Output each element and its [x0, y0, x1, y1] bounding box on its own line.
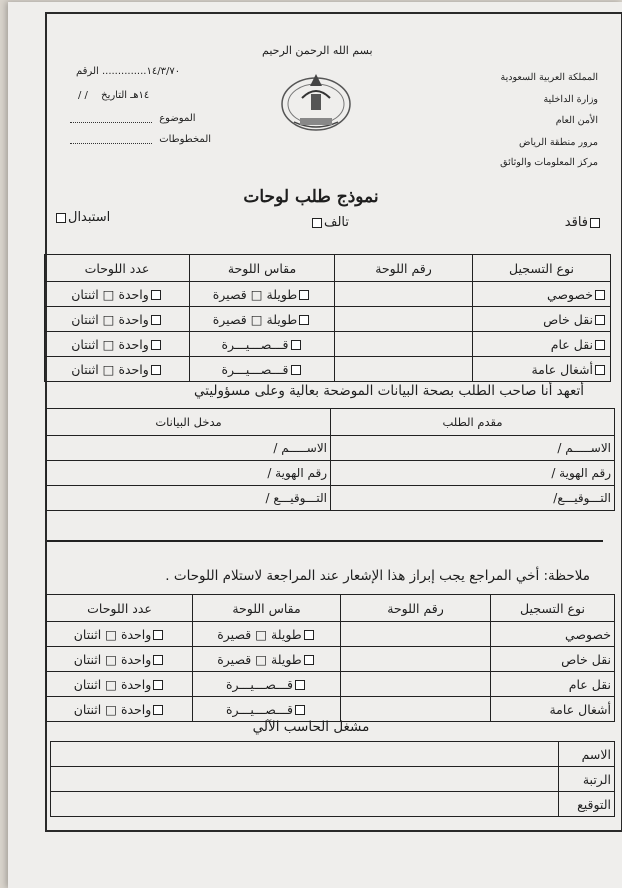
plate-number-cell[interactable]	[341, 672, 491, 697]
cell-label: واحدة □ اثنتان	[71, 286, 149, 302]
applicant-signature-field[interactable]: التـــوقيـــع/	[331, 486, 615, 511]
option-cell[interactable]	[45, 332, 190, 357]
option-cell[interactable]	[190, 307, 335, 332]
option-cell[interactable]	[193, 622, 341, 647]
gov-line-2: وزارة الداخلية	[543, 94, 598, 105]
table-row	[51, 792, 615, 817]
checkbox[interactable]	[153, 655, 163, 665]
registration-type-cell: نقل خاص	[491, 647, 615, 672]
operator-table	[50, 741, 615, 817]
cell-label: واحدة □ اثنتان	[73, 626, 152, 642]
checkbox[interactable]	[595, 340, 605, 350]
registration-type-cell: نقل عام	[491, 672, 615, 697]
table-row	[47, 461, 615, 486]
checkbox[interactable]	[299, 315, 309, 325]
type-lost-option[interactable]	[565, 215, 602, 230]
plate-number-cell[interactable]	[335, 332, 473, 357]
damaged-label: تالف	[324, 215, 349, 230]
gov-line-1: المملكة العربية السعودية	[500, 72, 598, 83]
replace-label: استبدال	[68, 210, 111, 225]
plate-number-cell[interactable]	[341, 697, 491, 722]
option-cell[interactable]	[45, 357, 190, 382]
cell-label: أشغال عامة	[531, 361, 593, 377]
operator-rank-label: الرتبة	[559, 767, 615, 792]
table-row	[45, 332, 611, 357]
basmala: بسم الله الرحمن الرحيم	[262, 44, 373, 57]
cell-label: قـــصـــيـــرة	[221, 336, 289, 352]
operator-title: مشغل الحاسب الآلي	[252, 719, 370, 735]
checkbox[interactable]	[304, 630, 314, 640]
checkbox[interactable]	[291, 365, 301, 375]
subject-dots	[70, 114, 152, 123]
plate-number-cell[interactable]	[341, 647, 491, 672]
checkbox[interactable]	[153, 630, 163, 640]
number-label: الرقم	[76, 66, 99, 77]
header-reg: نوع التسجيل	[473, 255, 611, 282]
cell-label: قـــصـــيـــرة	[221, 361, 289, 377]
applicant-table-header	[47, 409, 615, 436]
registration-type-cell[interactable]	[473, 332, 611, 357]
option-cell[interactable]	[190, 332, 335, 357]
option-cell[interactable]	[193, 647, 341, 672]
cell-label: واحدة □ اثنتان	[73, 676, 152, 692]
applicant-id-field[interactable]: رقم الهوية /	[331, 461, 615, 486]
subject-field	[70, 113, 196, 124]
cell-label: واحدة □ اثنتان	[71, 311, 149, 327]
type-replace-option[interactable]	[54, 210, 110, 225]
option-cell[interactable]	[47, 672, 193, 697]
attachments-label: المخطوطات	[159, 134, 212, 145]
checkbox[interactable]	[153, 680, 163, 690]
damaged-checkbox[interactable]	[312, 218, 322, 228]
cell-label: واحدة □ اثنتان	[71, 361, 149, 377]
cell-label: قـــصـــيـــرة	[226, 676, 293, 692]
type-damaged-option[interactable]	[310, 215, 349, 230]
table-row	[47, 622, 615, 647]
plates-table-2-header	[47, 595, 615, 622]
header-applicant: مقدم الطلب	[331, 409, 615, 436]
option-cell[interactable]	[193, 697, 341, 722]
cell-label: طويلة □ قصيرة	[217, 651, 302, 667]
checkbox[interactable]	[151, 340, 161, 350]
divider-line	[47, 540, 603, 542]
option-cell[interactable]	[47, 622, 193, 647]
cell-label: نقل عام	[550, 336, 593, 352]
table-row	[47, 672, 615, 697]
date-field	[70, 90, 149, 101]
option-cell[interactable]	[45, 282, 190, 307]
option-cell[interactable]	[47, 697, 193, 722]
checkbox[interactable]	[595, 365, 605, 375]
header-data-entry: مدخل البيانات	[47, 409, 331, 436]
entry-signature-field[interactable]: التـــوقيـــع /	[47, 486, 331, 511]
table-row	[51, 767, 615, 792]
cell-label: واحدة □ اثنتان	[73, 701, 152, 717]
gov-line-5: مركز المعلومات والوثائق	[500, 157, 598, 168]
option-cell[interactable]	[47, 647, 193, 672]
header-plate-count: عدد اللوحات	[45, 255, 190, 282]
operator-rank-field[interactable]	[51, 767, 559, 792]
plate-number-cell[interactable]	[335, 307, 473, 332]
header-plate-count-2: عدد اللوحات	[47, 595, 193, 622]
note-text: ملاحظة: أخي المراجع يجب إبراز هذا الإشعار عند المراجعة لاستلام اللوحات .	[165, 568, 590, 584]
header-plate-size-2: مقاس اللوحة	[193, 595, 341, 622]
lost-checkbox[interactable]	[590, 218, 600, 228]
cell-label: واحدة □ اثنتان	[71, 336, 149, 352]
applicant-table	[46, 408, 615, 511]
checkbox[interactable]	[151, 290, 161, 300]
plates-table-header	[45, 255, 611, 282]
pledge-text: أتعهد أنا صاحب الطلب بصحة البيانات الموضحة بعالية وعلى مسؤوليتي	[194, 383, 584, 399]
checkbox[interactable]	[295, 680, 305, 690]
lost-label: فاقد	[564, 215, 588, 230]
number-value: ١٤/٣/٧٠..............	[101, 66, 181, 77]
header-reg-2: نوع التسجيل	[491, 595, 615, 622]
table-row	[45, 307, 611, 332]
attachments-dots	[70, 135, 152, 144]
gov-line-4: مرور منطقة الرياض	[519, 137, 598, 148]
cell-label: قـــصـــيـــرة	[226, 701, 293, 717]
applicant-name-field[interactable]: الاســـــم /	[331, 436, 615, 461]
cell-label: طويلة □ قصيرة	[217, 626, 302, 642]
operator-signature-field[interactable]	[51, 792, 559, 817]
table-row	[47, 486, 615, 511]
plates-table	[44, 254, 611, 382]
table-row	[51, 742, 615, 767]
checkbox[interactable]	[595, 290, 605, 300]
subject-label: الموضوع	[159, 113, 196, 124]
table-row	[47, 436, 615, 461]
checkbox[interactable]	[153, 705, 163, 715]
cell-label: واحدة □ اثنتان	[73, 651, 152, 667]
plate-number-cell[interactable]	[335, 282, 473, 307]
operator-name-field[interactable]	[51, 742, 559, 767]
checkbox[interactable]	[151, 315, 161, 325]
registration-type-cell[interactable]	[473, 282, 611, 307]
plates-table-2	[46, 594, 615, 722]
cell-label: طويلة □ قصيرة	[212, 286, 298, 302]
table-row	[45, 357, 611, 382]
traffic-emblem-icon	[280, 64, 352, 142]
checkbox[interactable]	[595, 315, 605, 325]
plate-number-cell[interactable]	[335, 357, 473, 382]
entry-name-field[interactable]: الاســـــم /	[47, 436, 331, 461]
date-label: التاريخ	[101, 90, 128, 101]
cell-label: خصوصي	[546, 286, 593, 302]
registration-type-cell[interactable]	[473, 357, 611, 382]
option-cell[interactable]	[190, 357, 335, 382]
date-value: / / ١٤هـ	[78, 90, 150, 101]
option-cell[interactable]	[45, 307, 190, 332]
checkbox[interactable]	[291, 340, 301, 350]
checkbox[interactable]	[304, 655, 314, 665]
replace-checkbox[interactable]	[56, 213, 66, 223]
option-cell[interactable]	[190, 282, 335, 307]
registration-type-cell[interactable]	[473, 307, 611, 332]
plate-number-cell[interactable]	[341, 622, 491, 647]
registration-type-cell: أشغال عامة	[491, 697, 615, 722]
form-title: نموذج طلب لوحات	[243, 187, 379, 207]
option-cell[interactable]	[193, 672, 341, 697]
header-plate-number: رقم اللوحة	[335, 255, 473, 282]
gov-line-3: الأمن العام	[555, 115, 598, 126]
table-row	[47, 647, 615, 672]
table-row	[45, 282, 611, 307]
attachments-field	[70, 134, 211, 145]
checkbox[interactable]	[299, 290, 309, 300]
operator-name-label: الاسم	[559, 742, 615, 767]
registration-type-cell: خصوصي	[491, 622, 615, 647]
checkbox[interactable]	[295, 705, 305, 715]
cell-label: طويلة □ قصيرة	[212, 311, 298, 327]
table-row	[47, 697, 615, 722]
header-plate-number-2: رقم اللوحة	[341, 595, 491, 622]
header-plate-size: مقاس اللوحة	[190, 255, 335, 282]
checkbox[interactable]	[151, 365, 161, 375]
entry-id-field[interactable]: رقم الهوية /	[47, 461, 331, 486]
number-field	[70, 66, 180, 77]
operator-signature-label: التوقيع	[559, 792, 615, 817]
cell-label: نقل خاص	[543, 311, 593, 327]
